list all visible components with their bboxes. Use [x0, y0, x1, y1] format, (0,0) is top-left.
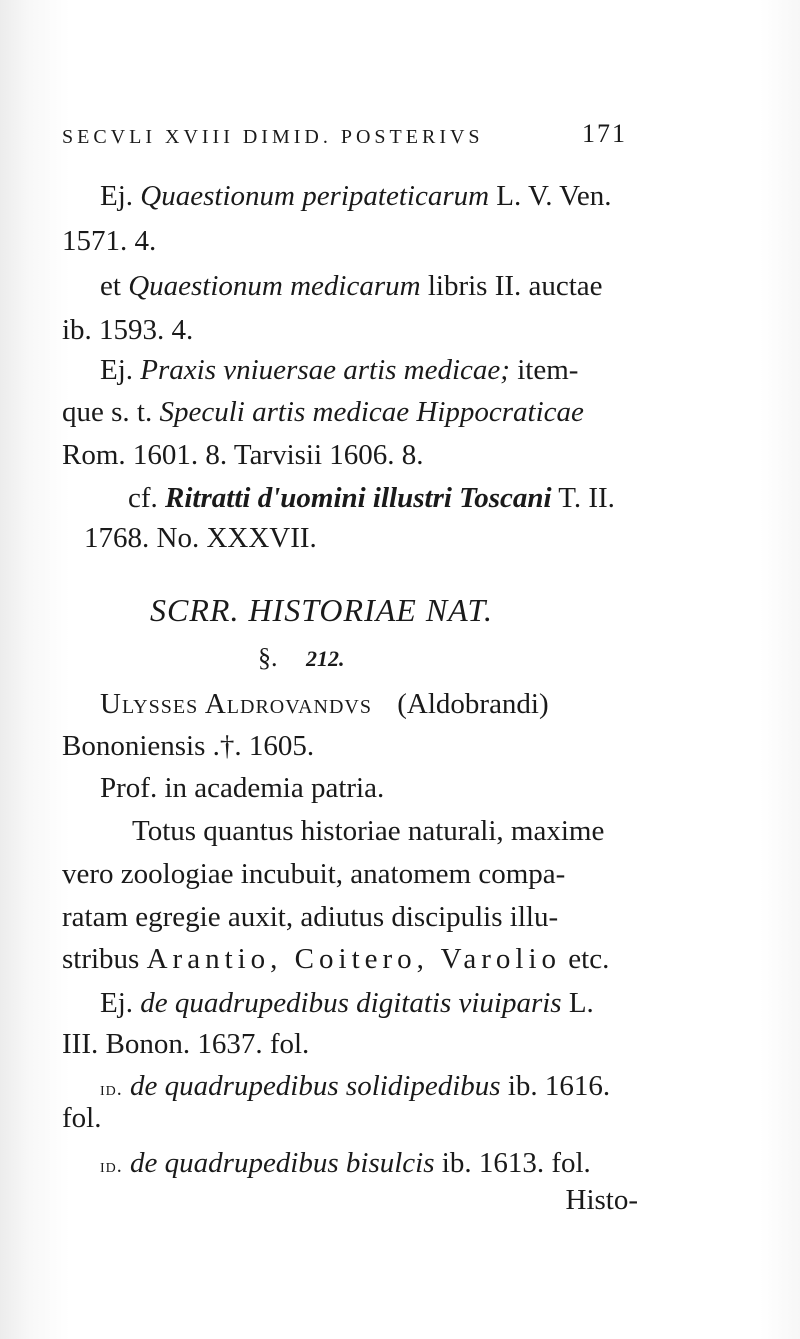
running-title: SECVLI XVIII DIMID. POSTERIVS [62, 126, 484, 148]
body-line-4: stribus Arantio, Coitero, Varolio etc. [62, 943, 610, 975]
section-number: §. 212. [258, 643, 345, 672]
entry-line-2: 1571. 4. [62, 225, 157, 257]
page-number: 171 [582, 119, 627, 148]
author-line-2: Bononiensis .†. 1605. [62, 730, 315, 762]
body-line-3: ratam egregie auxit, adiutus discipulis illu- [62, 901, 559, 933]
entry-line-8: cf. Ritratti d'uomini illustri Toscani T. II. [128, 482, 615, 514]
work-1-line-2: III. Bonon. 1637. fol. [62, 1028, 310, 1060]
entry-line-3: et Quaestionum medicarum libris II. auctae [100, 270, 603, 302]
work-3-line-1: id. de quadrupedibus bisulcis ib. 1613. fol. [100, 1147, 591, 1179]
work-2-line-2: fol. [62, 1102, 102, 1134]
running-header [62, 119, 627, 152]
work-1-line-1: Ej. de quadrupedibus digitatis viuiparis L. [100, 987, 594, 1019]
body-line-1: Totus quantus historiae naturali, maxime [132, 815, 605, 847]
author-line-1 [100, 686, 549, 722]
author-line-3: Prof. in academia patria. [100, 772, 385, 804]
body-line-2: vero zoologiae incubuit, anatomem compa- [62, 858, 566, 890]
work-2-line-1: id. de quadrupedibus solidipedibus ib. 1616. [100, 1070, 611, 1102]
entry-line-6: que s. t. Speculi artis medicae Hippocraticae [62, 396, 584, 428]
entry-line-1: Ej. Quaestionum peripateticarum L. V. Ven. [100, 180, 612, 212]
author-name: Ulysses Aldrovandvs [100, 688, 372, 720]
entry-line-5: Ej. Praxis vniuersae artis medicae; item- [100, 354, 579, 386]
entry-line-4: ib. 1593. 4. [62, 314, 194, 346]
section-heading: SCRR. HISTORIAE NAT. [150, 592, 493, 628]
entry-line-7: Rom. 1601. 8. Tarvisii 1606. 8. [62, 439, 424, 471]
catchword: Histo- [565, 1184, 638, 1216]
author-alt-name: (Aldobrandi) [397, 688, 549, 720]
entry-line-9: 1768. No. XXXVII. [84, 522, 317, 554]
